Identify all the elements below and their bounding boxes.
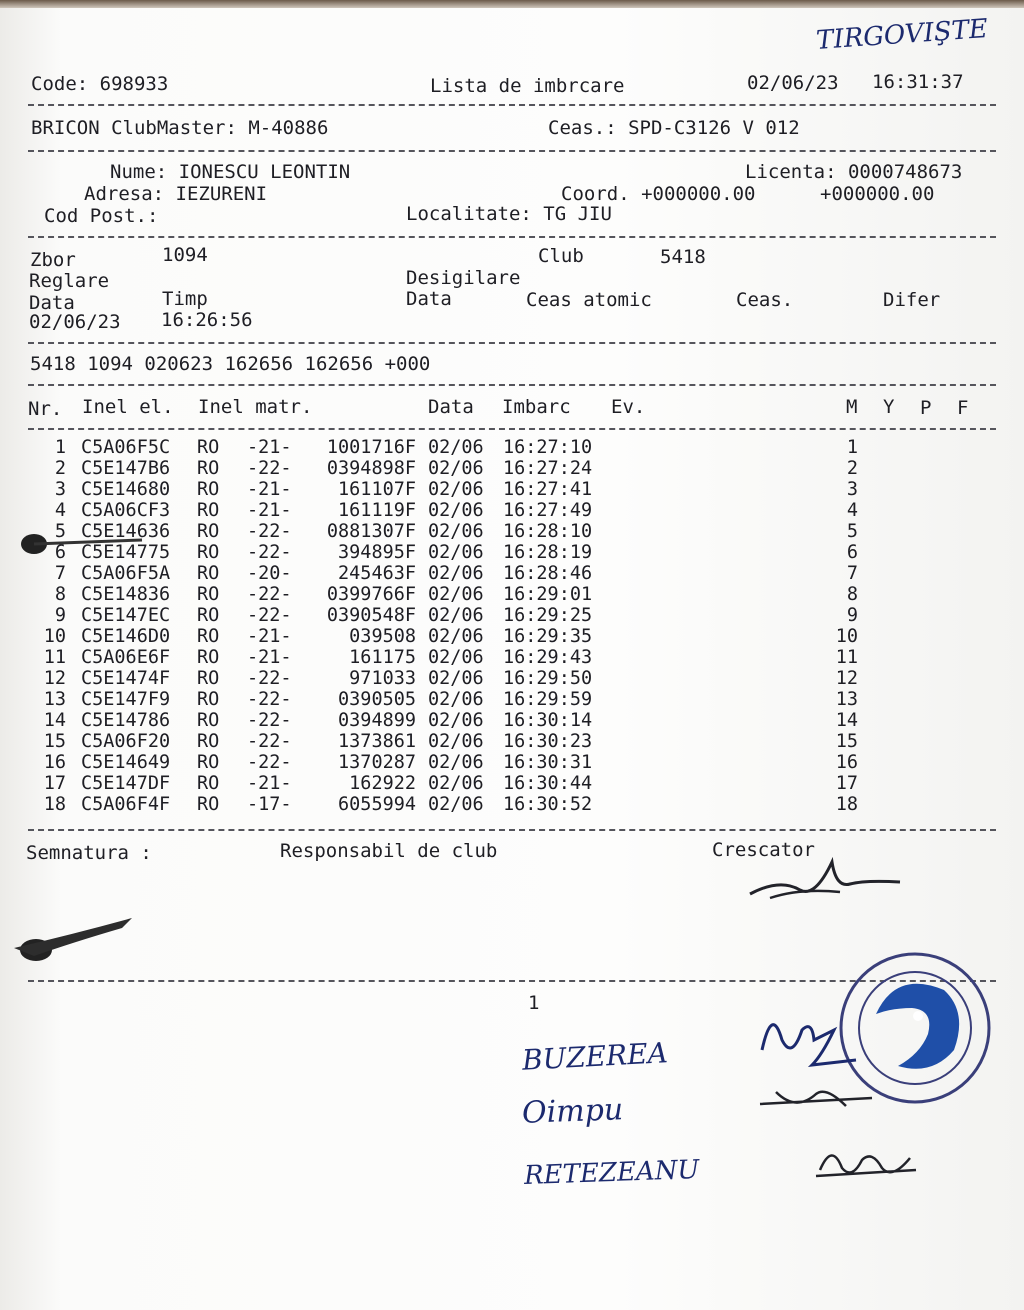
row-inel-el: C5A06CF3	[81, 500, 171, 521]
row-inel-matr: 162922	[349, 773, 416, 794]
row-inel-matr: 0390548F	[326, 605, 416, 626]
row-date: 02/06	[428, 731, 484, 752]
owner-postal: Cod Post.:	[44, 205, 159, 227]
row-time: 16:29:43	[503, 647, 593, 668]
row-m: 18	[835, 794, 858, 815]
table-row	[0, 500, 1024, 521]
row-inel-matr: 245463F	[338, 563, 416, 584]
row-time: 16:29:50	[503, 668, 593, 689]
row-year: -21-	[247, 773, 292, 794]
code-label: Code: 698933	[31, 73, 169, 95]
zbor-label: Zbor	[30, 249, 76, 271]
divider	[28, 829, 996, 831]
row-inel-el: C5A06F4F	[81, 794, 171, 815]
row-m: 8	[846, 584, 858, 605]
table-row	[0, 668, 1024, 689]
row-country: RO	[197, 500, 220, 521]
row-nr: 12	[43, 668, 66, 689]
row-inel-matr: 0390505	[338, 689, 416, 710]
col-nr: Nr.	[28, 398, 63, 420]
row-date: 02/06	[428, 626, 484, 647]
divider	[28, 342, 996, 344]
col-inel-el: Inel el.	[82, 396, 174, 418]
row-nr: 18	[43, 794, 66, 815]
flight-summary: 5418 1094 020623 162656 162656 +000	[30, 353, 431, 375]
breeder-label: Crescator	[712, 839, 815, 861]
row-year: -21-	[247, 437, 292, 458]
row-date: 02/06	[428, 710, 484, 731]
row-country: RO	[197, 731, 220, 752]
row-time: 16:30:14	[503, 710, 593, 731]
data-label: Data	[29, 292, 75, 314]
table-row	[0, 626, 1024, 647]
table-row	[0, 773, 1024, 794]
row-time: 16:29:35	[503, 626, 593, 647]
row-inel-el: C5E14636	[81, 521, 171, 542]
row-inel-el: C5E146D0	[81, 626, 171, 647]
row-country: RO	[197, 647, 220, 668]
row-date: 02/06	[428, 437, 484, 458]
row-year: -22-	[247, 605, 292, 626]
signature-label: Semnatura :	[26, 842, 152, 864]
row-m: 13	[835, 689, 858, 710]
breeder-signature-icon	[740, 848, 910, 908]
table-row	[0, 605, 1024, 626]
table-row	[0, 479, 1024, 500]
row-inel-matr: 0394899	[338, 710, 416, 731]
row-inel-el: C5E147F9	[81, 689, 171, 710]
row-date: 02/06	[428, 689, 484, 710]
row-inel-el: C5E147DF	[81, 773, 171, 794]
table-row	[0, 437, 1024, 458]
owner-coord: Coord. +000000.00	[561, 183, 756, 205]
row-year: -22-	[247, 521, 292, 542]
data-label-2: Data	[406, 288, 452, 310]
row-inel-matr: 1370287	[338, 752, 416, 773]
col-m: M	[846, 396, 858, 418]
row-inel-el: C5E14649	[81, 752, 171, 773]
row-nr: 4	[54, 500, 66, 521]
table-row	[0, 794, 1024, 815]
punch-mark-icon	[14, 526, 144, 566]
row-year: -22-	[247, 458, 292, 479]
row-date: 02/06	[428, 773, 484, 794]
row-year: -21-	[247, 647, 292, 668]
device-label: BRICON ClubMaster: M-40886	[31, 117, 329, 139]
handwritten-signature-icon	[812, 1140, 922, 1192]
row-date: 02/06	[428, 647, 484, 668]
row-date: 02/06	[428, 521, 484, 542]
row-time: 16:27:49	[503, 500, 593, 521]
row-inel-matr: 161175	[349, 647, 416, 668]
page-top-edge	[0, 0, 1024, 8]
row-time: 16:29:59	[503, 689, 593, 710]
row-date: 02/06	[428, 668, 484, 689]
row-inel-el: C5E147B6	[81, 458, 171, 479]
row-time: 16:28:10	[503, 521, 593, 542]
row-date: 02/06	[428, 500, 484, 521]
document-title: Lista de imbrcare	[430, 75, 625, 97]
row-nr: 10	[43, 626, 66, 647]
ceas-atomic-label: Ceas atomic	[526, 289, 652, 311]
handwritten-signature-icon	[752, 1000, 862, 1070]
owner-coord-2: +000000.00	[820, 183, 935, 205]
row-country: RO	[197, 668, 220, 689]
row-nr: 8	[54, 584, 66, 605]
row-nr: 3	[54, 479, 66, 500]
row-inel-matr: 1001716F	[326, 437, 416, 458]
row-time: 16:27:10	[503, 437, 593, 458]
row-inel-matr: 1373861	[338, 731, 416, 752]
row-time: 16:30:31	[503, 752, 593, 773]
row-m: 3	[846, 479, 858, 500]
row-country: RO	[197, 605, 220, 626]
row-year: -17-	[247, 794, 292, 815]
row-nr: 6	[54, 542, 66, 563]
row-time: 16:27:24	[503, 458, 593, 479]
row-m: 4	[846, 500, 858, 521]
divider	[28, 104, 996, 106]
row-nr: 7	[54, 563, 66, 584]
row-date: 02/06	[428, 458, 484, 479]
row-m: 10	[835, 626, 858, 647]
row-inel-el: C5A06F5A	[81, 563, 171, 584]
row-inel-el: C5E1474F	[81, 668, 171, 689]
row-m: 17	[835, 773, 858, 794]
row-country: RO	[197, 521, 220, 542]
table-row	[0, 731, 1024, 752]
row-inel-matr: 971033	[349, 668, 416, 689]
table-row	[0, 542, 1024, 563]
ceas-label: Ceas.	[736, 289, 794, 311]
row-time: 16:29:01	[503, 584, 593, 605]
row-m: 2	[846, 458, 858, 479]
row-year: -22-	[247, 710, 292, 731]
row-inel-matr: 0881307F	[326, 521, 416, 542]
row-inel-matr: 161107F	[338, 479, 416, 500]
row-inel-matr: 0399766F	[326, 584, 416, 605]
club-value: 5418	[660, 246, 706, 268]
table-row	[0, 647, 1024, 668]
row-nr: 9	[54, 605, 66, 626]
club-responsible-label: Responsabil de club	[280, 840, 498, 862]
row-inel-matr: 394895F	[338, 542, 416, 563]
row-m: 15	[835, 731, 858, 752]
row-time: 16:30:52	[503, 794, 593, 815]
row-m: 9	[846, 605, 858, 626]
punch-mark-icon	[4, 912, 134, 968]
handwritten-signature-icon	[756, 1082, 876, 1116]
row-nr: 2	[54, 458, 66, 479]
table-row	[0, 584, 1024, 605]
row-nr: 13	[43, 689, 66, 710]
row-time: 16:30:23	[503, 731, 593, 752]
row-country: RO	[197, 794, 220, 815]
row-inel-el: C5E147EC	[81, 605, 171, 626]
divider	[28, 428, 996, 430]
row-country: RO	[197, 689, 220, 710]
row-time: 16:28:46	[503, 563, 593, 584]
col-imbarc: Imbarc	[502, 396, 571, 418]
handwritten-name-2: Oimpu	[521, 1092, 624, 1131]
row-year: -22-	[247, 731, 292, 752]
club-label: Club	[538, 245, 584, 267]
row-m: 12	[835, 668, 858, 689]
col-inel-matr: Inel matr.	[198, 396, 313, 418]
row-country: RO	[197, 563, 220, 584]
row-inel-el: C5A06F5C	[81, 437, 171, 458]
row-m: 1	[846, 437, 858, 458]
row-nr: 14	[43, 710, 66, 731]
table-row	[0, 752, 1024, 773]
difer-label: Difer	[883, 289, 941, 311]
table-row	[0, 521, 1024, 542]
row-nr: 1	[54, 437, 66, 458]
owner-license: Licenta: 0000748673	[745, 161, 963, 183]
row-country: RO	[197, 479, 220, 500]
row-inel-el: C5E14786	[81, 710, 171, 731]
row-inel-matr: 6055994	[338, 794, 416, 815]
timp-label: Timp	[162, 288, 208, 310]
row-inel-el: C5E14836	[81, 584, 171, 605]
row-country: RO	[197, 437, 220, 458]
row-m: 16	[835, 752, 858, 773]
row-date: 02/06	[428, 479, 484, 500]
row-date: 02/06	[428, 563, 484, 584]
row-year: -20-	[247, 563, 292, 584]
row-date: 02/06	[428, 542, 484, 563]
row-inel-matr: 161119F	[338, 500, 416, 521]
row-nr: 11	[43, 647, 66, 668]
row-year: -21-	[247, 479, 292, 500]
row-inel-el: C5E14680	[81, 479, 171, 500]
row-m: 5	[846, 521, 858, 542]
table-row	[0, 710, 1024, 731]
row-country: RO	[197, 626, 220, 647]
row-date: 02/06	[428, 605, 484, 626]
row-m: 11	[835, 647, 858, 668]
row-year: -22-	[247, 542, 292, 563]
divider	[28, 384, 996, 386]
handwritten-location: TIRGOVIŞTE	[815, 14, 989, 56]
row-date: 02/06	[428, 584, 484, 605]
col-data: Data	[428, 396, 474, 418]
desigilare-label: Desigilare	[406, 267, 521, 289]
col-y: Y	[883, 396, 895, 418]
row-year: -22-	[247, 689, 292, 710]
row-inel-el: C5A06E6F	[81, 647, 171, 668]
row-time: 16:30:44	[503, 773, 593, 794]
table-row	[0, 689, 1024, 710]
clock-label: Ceas.: SPD-C3126 V 012	[548, 117, 800, 139]
row-year: -21-	[247, 500, 292, 521]
row-year: -22-	[247, 584, 292, 605]
divider	[28, 150, 996, 152]
owner-address: Adresa: IEZURENI	[84, 183, 268, 205]
row-inel-el: C5A06F20	[81, 731, 171, 752]
row-time: 16:29:25	[503, 605, 593, 626]
row-year: -22-	[247, 668, 292, 689]
header-date: 02/06/23	[747, 72, 839, 94]
zbor-value: 1094	[162, 244, 208, 266]
reglare-date: 02/06/23	[29, 311, 121, 333]
col-p: P	[920, 397, 932, 419]
row-m: 6	[846, 542, 858, 563]
row-nr: 15	[43, 731, 66, 752]
owner-name: Nume: IONESCU LEONTIN	[110, 161, 351, 183]
row-m: 7	[846, 563, 858, 584]
row-country: RO	[197, 752, 220, 773]
row-inel-matr: 039508	[349, 626, 416, 647]
reglare-label: Reglare	[29, 270, 110, 292]
row-country: RO	[197, 584, 220, 605]
handwritten-name-1: BUZEREA	[521, 1036, 669, 1077]
owner-locality: Localitate: TG JIU	[406, 203, 612, 225]
row-nr: 5	[54, 521, 66, 542]
header-time: 16:31:37	[872, 71, 964, 93]
row-m: 14	[835, 710, 858, 731]
row-year: -21-	[247, 626, 292, 647]
row-time: 16:27:41	[503, 479, 593, 500]
page-number: 1	[528, 992, 540, 1014]
row-country: RO	[197, 710, 220, 731]
table-row	[0, 458, 1024, 479]
row-country: RO	[197, 542, 220, 563]
row-time: 16:28:19	[503, 542, 593, 563]
col-ev: Ev.	[611, 396, 646, 418]
table-row	[0, 563, 1024, 584]
divider	[28, 236, 996, 238]
row-date: 02/06	[428, 752, 484, 773]
row-nr: 16	[43, 752, 66, 773]
handwritten-name-3: RETEZEANU	[523, 1154, 700, 1192]
row-date: 02/06	[428, 794, 484, 815]
row-inel-el: C5E14775	[81, 542, 171, 563]
row-inel-matr: 0394898F	[326, 458, 416, 479]
row-nr: 17	[43, 773, 66, 794]
row-country: RO	[197, 458, 220, 479]
col-f: F	[957, 397, 969, 419]
row-year: -22-	[247, 752, 292, 773]
reglare-time: 16:26:56	[161, 309, 253, 331]
row-country: RO	[197, 773, 220, 794]
